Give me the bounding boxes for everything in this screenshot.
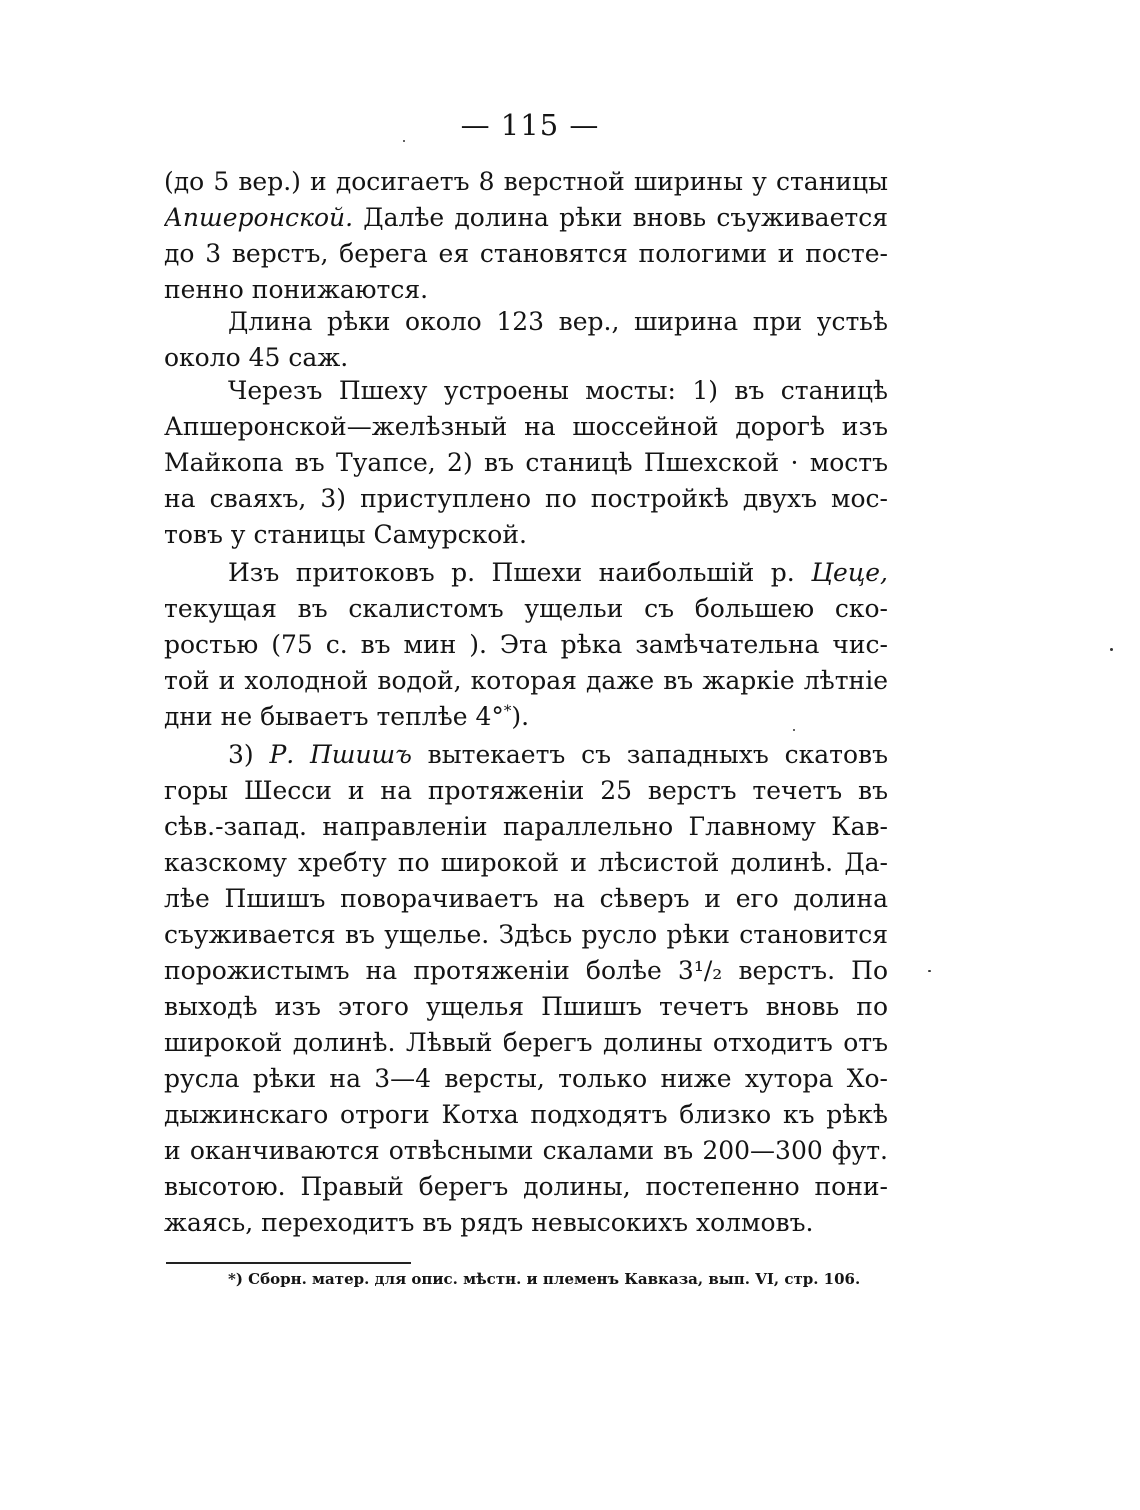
text-line: дыжинскаго отроги Котха подходятъ близко къ рѣкѣ bbox=[164, 1100, 888, 1129]
paragraph-3 bbox=[164, 373, 888, 553]
footnote-marker: * bbox=[503, 701, 512, 720]
text-line: (до 5 вер.) и досигаетъ 8 верстной ширины у станицы bbox=[164, 167, 888, 196]
text-line: жаясь, переходитъ въ рядъ невысокихъ холмовъ. bbox=[164, 1208, 814, 1237]
scan-speck bbox=[1110, 648, 1113, 651]
text-line bbox=[164, 200, 888, 236]
footnote-rule bbox=[166, 1262, 411, 1264]
text-line bbox=[164, 953, 888, 989]
italic-river-name: Цеце, bbox=[811, 558, 888, 587]
text-fragment: Далѣе долина рѣки вновь съуживается bbox=[353, 203, 888, 232]
text-line: пенно понижаются. bbox=[164, 275, 429, 304]
text-line: около 45 саж. bbox=[164, 343, 349, 372]
text-fragment: ). bbox=[511, 702, 530, 731]
text-line: той и холодной водой, которая даже въ жаркіе лѣтніе bbox=[164, 666, 888, 695]
text-line: высотою. Правый берегъ долины, постепенно пони- bbox=[164, 1172, 888, 1201]
text-line: казскому хребту по широкой и лѣсистой долинѣ. Да- bbox=[164, 848, 888, 877]
text-line: Апшеронской—желѣзный на шоссейной дорогѣ изъ bbox=[164, 412, 888, 441]
text-line: Черезъ Пшеху устроены мосты: 1) въ станицѣ bbox=[228, 376, 888, 405]
scan-speck bbox=[928, 970, 931, 972]
paragraph-1 bbox=[164, 164, 888, 308]
paragraph-4 bbox=[164, 555, 888, 735]
section-number: 3) bbox=[228, 740, 254, 769]
text-fragment: верстъ. По bbox=[722, 956, 888, 985]
text-line: лѣе Пшишъ поворачиваетъ на сѣверъ и его долина bbox=[164, 884, 888, 913]
text-line bbox=[164, 737, 888, 773]
page-number: — 115 — bbox=[460, 108, 600, 142]
text-fragment: дни не бываетъ теплѣе 4° bbox=[164, 702, 504, 731]
text-fragment: Изъ притоковъ р. Пшехи наибольшій р. bbox=[228, 558, 795, 587]
italic-place-name: Апшеронской. bbox=[164, 203, 354, 232]
text-line: на сваяхъ, 3) приступлено по постройкѣ двухъ мос- bbox=[164, 484, 888, 513]
scan-speck bbox=[403, 140, 405, 142]
text-line: русла рѣки на 3—4 версты, только ниже хутора Хо- bbox=[164, 1064, 888, 1093]
text-line bbox=[164, 699, 888, 735]
paragraph-5 bbox=[164, 737, 888, 1241]
text-line: товъ у станицы Самурской. bbox=[164, 520, 527, 549]
text-line: выходѣ изъ этого ущелья Пшишъ течетъ вновь по bbox=[164, 992, 888, 1021]
text-line: Длина рѣки около 123 вер., ширина при устьѣ bbox=[228, 307, 888, 336]
text-line: широкой долинѣ. Лѣвый берегъ долины отходитъ отъ bbox=[164, 1028, 888, 1057]
fraction: ¹/₂ bbox=[693, 956, 723, 985]
text-line: ростью (75 с. въ мин ). Эта рѣка замѣчательна чис- bbox=[164, 630, 888, 659]
text-fragment: вытекаетъ съ западныхъ скатовъ bbox=[427, 740, 888, 769]
text-line: Майкопа въ Туапсе, 2) въ станицѣ Пшехской · мостъ bbox=[164, 448, 888, 477]
scan-speck bbox=[793, 729, 795, 731]
text-line: съуживается въ ущелье. Здѣсь русло рѣки становится bbox=[164, 920, 888, 949]
italic-river-name: Р. Пшишъ bbox=[269, 740, 412, 769]
paragraph-2 bbox=[164, 304, 888, 376]
text-line bbox=[164, 555, 888, 591]
text-fragment: порожистымъ на протяженіи болѣе 3 bbox=[164, 956, 694, 985]
text-line: и оканчиваются отвѣсными скалами въ 200—300 фут. bbox=[164, 1136, 888, 1165]
text-line: сѣв.-запад. направленіи параллельно Главному Кав- bbox=[164, 812, 888, 841]
footnote: *) Сборн. матер. для опис. мѣстн. и племенъ Кавказа, вып. VI, стр. 106. bbox=[228, 1270, 861, 1288]
text-line: до 3 верстъ, берега ея становятся пологими и посте- bbox=[164, 239, 888, 268]
text-line: текущая въ скалистомъ ущельи съ большею ско- bbox=[164, 594, 888, 623]
text-line: горы Шесси и на протяженіи 25 верстъ течетъ въ bbox=[164, 776, 888, 805]
